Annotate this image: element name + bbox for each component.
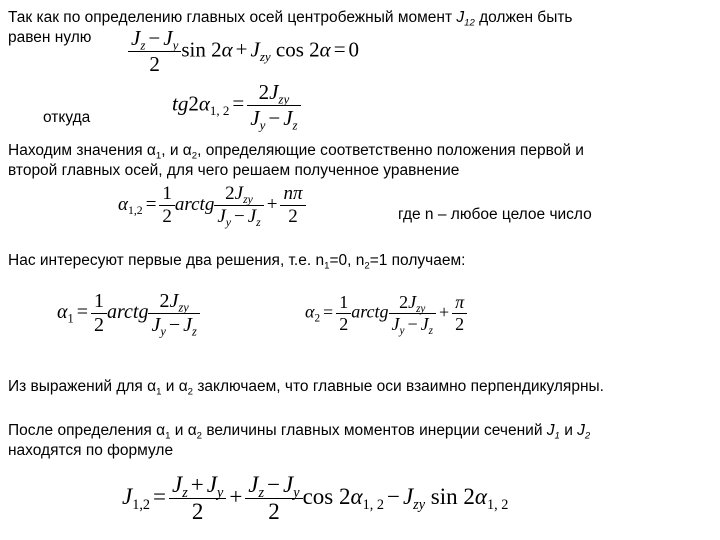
fraction-one-half: $\frac{1}{2}$ (336, 292, 351, 335)
paragraph-formula-intro: находятся по формуле (8, 442, 174, 459)
paragraph-second-axes: второй главных осей, для чего решаем полученное уравнение (8, 162, 460, 179)
fraction-arctg-argument: $\frac{2J_{zy}}{J_y - J_z}$ (148, 290, 199, 337)
fraction-half-sum: $\frac{J_z + J_y}{2}$ (169, 472, 226, 525)
paragraph-perpendicular-axes: Из выражений для $\alpha_1$ и $\alpha_2$ заключаем, что главные оси взаимно перпендикулярны. (8, 378, 604, 398)
fraction-pi-half: $\frac{\pi}{2}$ (452, 292, 467, 335)
intro-line-1: Так как по определению главных осей центробежный момент $J_{12}$ должен быть (8, 9, 573, 29)
paragraph-find-values: Находим значения $\alpha_1$, и $\alpha_2$, определяющие соответственно положения первой и (8, 142, 584, 162)
equation-centrifugal-zero: $\frac{J_z - J_y}{2}$ $\sin 2\alpha + J_{zy}$ cos 2α = 0 (128, 26, 359, 77)
fraction-half-difference: $\frac{J_z - J_y}{2}$ (245, 472, 302, 525)
fraction-arctg-argument: $\frac{2J_{zy}}{J_y - J_z}$ (214, 183, 263, 228)
paragraph-principal-moments: После определения $\alpha_1$ и $\alpha_2$ величины главных моментов инерции сечений $J_1$ и $J_2$ (8, 422, 591, 442)
equation-tangent: $tg2\alpha_{1, 2}$ = $\frac{2J_{zy}}{J_y - J_z}$ (172, 80, 301, 131)
equation-principal-moments: $J_{1,2}$ = $\frac{J_z + J_y}{2}$ + $\frac{J_z - J_y}{2}$ $\cos 2\alpha_{1, 2} - J_{zy}$ $\sin 2\alpha_{1, 2}$ (122, 472, 509, 524)
paragraph-first-two-solutions: Нас интересуют первые два решения, т.е. $n_1=0$, $n_2=1$ получаем: (8, 252, 466, 272)
fraction-tangent: $\frac{2J_{zy}}{J_y - J_z}$ (247, 80, 300, 131)
note-n-integer: где n – любое целое число (398, 206, 592, 223)
fraction-one-half: $\frac{1}{2}$ (91, 290, 107, 337)
fraction-one-half: $\frac{1}{2}$ (159, 183, 175, 228)
equation-general-solution: $\alpha_{1,2}$ = $\frac{1}{2}$ arctg $\frac{2J_{zy}}{J_y - J_z}$ + $\frac{n\pi}{2}$ (118, 183, 306, 228)
fraction-arctg-argument: $\frac{2J_{zy}}{J_y - J_z}$ (389, 292, 436, 335)
fraction-half-difference: $\frac{J_z - J_y}{2}$ (128, 26, 181, 77)
fraction-n-pi: $\frac{n\pi}{2}$ (280, 183, 305, 228)
word-otkuda: откуда (43, 109, 91, 126)
equation-alpha-2: $\alpha_2$ = $\frac{1}{2}$ arctg $\frac{2J_{zy}}{J_y - J_z}$ + $\frac{\pi}{2}$ (305, 292, 467, 335)
equation-alpha-1: $\alpha_1$ = $\frac{1}{2}$ arctg $\frac{2J_{zy}}{J_y - J_z}$ (57, 290, 200, 337)
intro-line-2: равен нулю (8, 29, 92, 46)
